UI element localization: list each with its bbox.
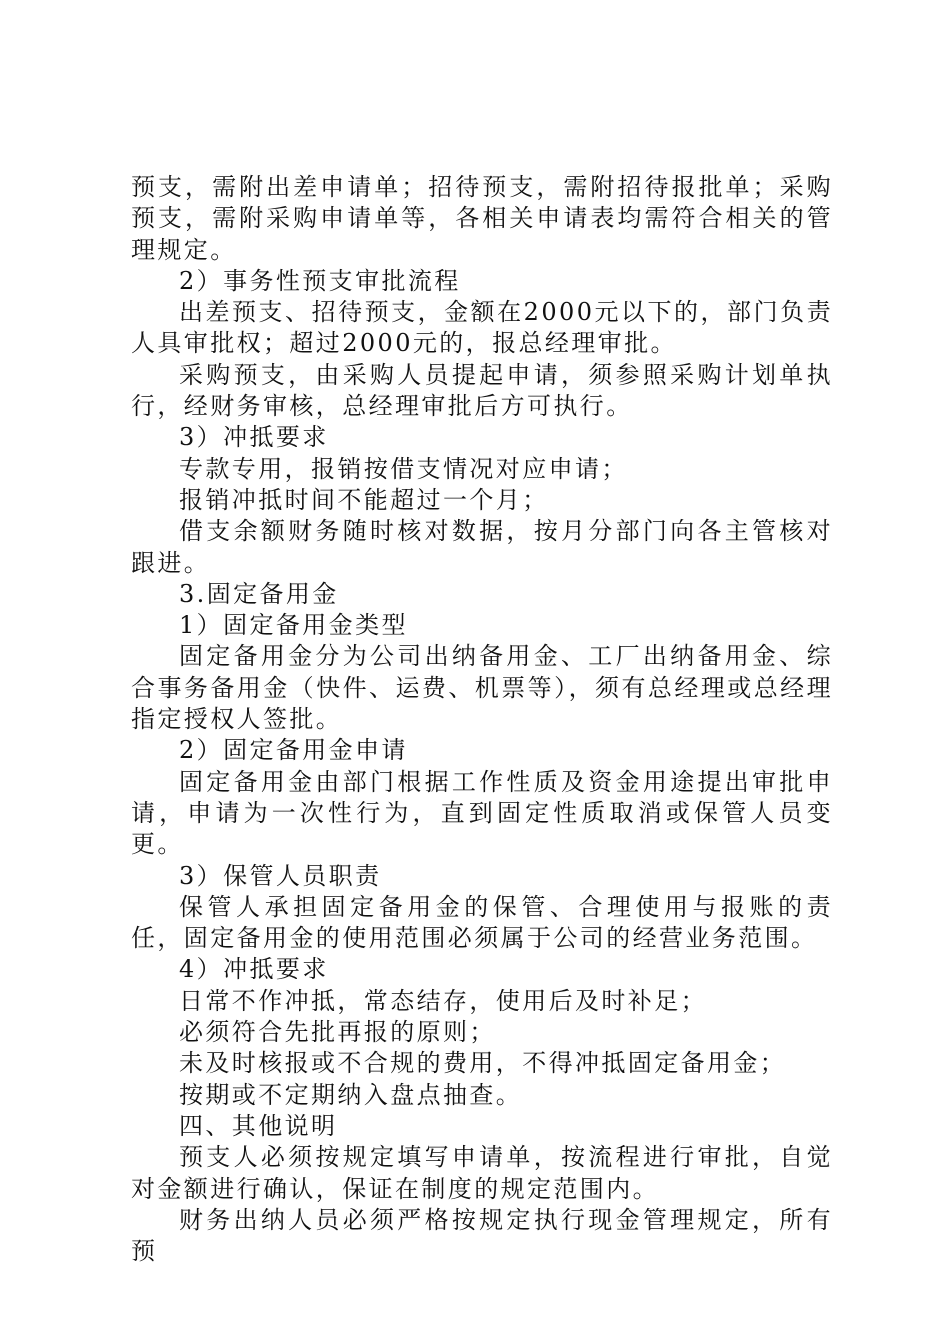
section-heading: 2）事务性预支审批流程	[179, 266, 461, 295]
paragraph: 财务出纳人员必须严格按规定执行现金管理规定，所有预	[131, 1205, 833, 1266]
paragraph: 保管人承担固定备用金的保管、合理使用与报账的责任，固定备用金的使用范围必须属于公司的经营业务范围。	[131, 892, 833, 953]
paragraph: 固定备用金由部门根据工作性质及资金用途提出审批申请，申请为一次性行为，直到固定性质取消或保管人员变更。	[131, 767, 833, 859]
list-item: 必须符合先批再报的原则；	[179, 1018, 496, 1047]
list-item: 借支余额财务随时核对数据，按月分部门向各主管核对跟进。	[131, 517, 833, 577]
paragraph: 预支，需附出差申请单；招待预支，需附招待报批单；采购预支，需附采购申请单等，各相关申请表均需符合相关的管理规定。	[131, 173, 833, 264]
paragraph: 固定备用金分为公司出纳备用金、工厂出纳备用金、综合事务备用金（快件、运费、机票等），须有总经理或总经理指定授权人签批。	[131, 642, 833, 734]
section-heading: 3）保管人员职责	[179, 861, 382, 890]
document-body	[131, 172, 833, 1267]
section-heading: 1）固定备用金类型	[179, 611, 408, 640]
section-heading: 四、其他说明	[179, 1111, 338, 1140]
section-heading: 3.固定备用金	[179, 579, 339, 608]
list-item: 未及时核报或不合规的费用，不得冲抵固定备用金；	[179, 1049, 787, 1078]
list-item: 日常不作冲抵，常态结存，使用后及时补足；	[179, 986, 707, 1015]
section-heading: 4）冲抵要求	[179, 955, 329, 984]
list-item: 报销冲抵时间不能超过一个月；	[179, 485, 549, 514]
paragraph: 采购预支，由采购人员提起申请，须参照采购计划单执行，经财务审核，总经理审批后方可执行。	[131, 360, 833, 421]
list-item: 专款专用，报销按借支情况对应申请；	[179, 454, 628, 483]
paragraph: 预支人必须按规定填写申请单，按流程进行审批，自觉对金额进行确认，保证在制度的规定范围内。	[131, 1143, 833, 1203]
list-item: 按期或不定期纳入盘点抽查。	[179, 1080, 523, 1109]
paragraph: 出差预支、招待预支，金额在2000元以下的，部门负责人具审批权；超过2000元的，报总经理审批。	[131, 298, 833, 358]
section-heading: 3）冲抵要求	[179, 423, 329, 452]
section-heading: 2）固定备用金申请	[179, 736, 408, 765]
